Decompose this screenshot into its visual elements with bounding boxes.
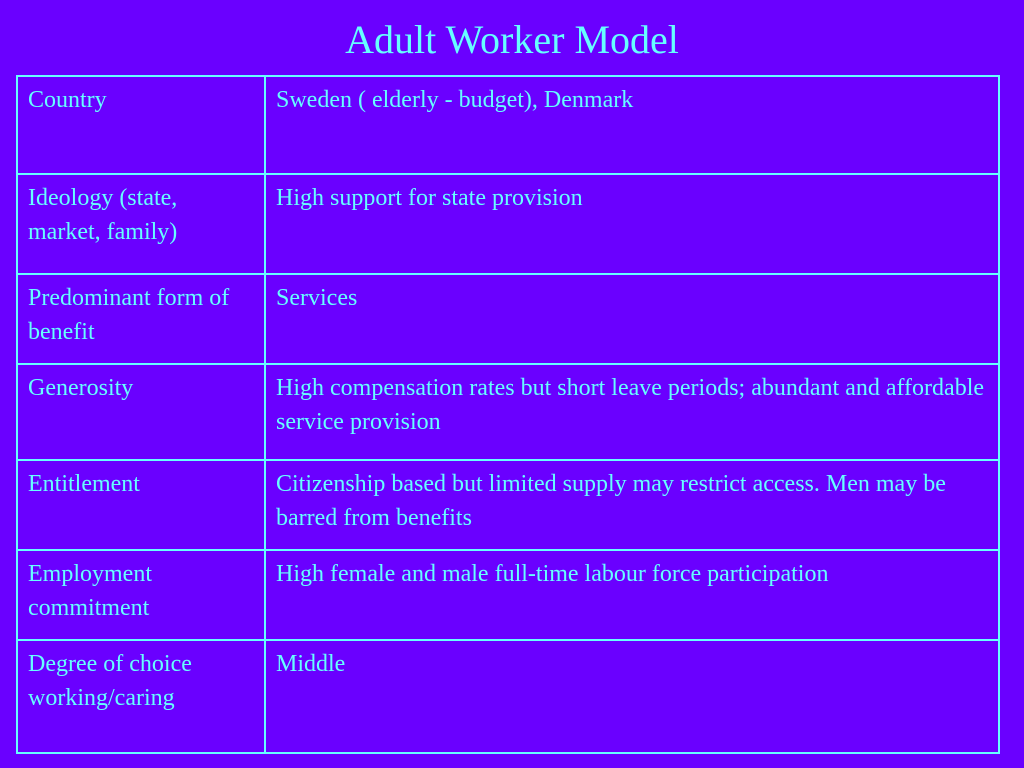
model-table-container	[16, 75, 1000, 752]
row-label-country: Country	[17, 76, 265, 174]
row-label-choice: Degree of choice working/caring	[17, 640, 265, 753]
row-value-entitlement: Citizenship based but limited supply may restrict access. Men may be barred from benefits	[265, 460, 999, 550]
row-value-ideology: High support for state provision	[265, 174, 999, 274]
row-value-benefit-form: Services	[265, 274, 999, 364]
table-row	[17, 364, 999, 460]
row-value-employment: High female and male full-time labour force participation	[265, 550, 999, 640]
table-row	[17, 640, 999, 753]
table-row	[17, 550, 999, 640]
row-label-benefit-form: Predominant form of benefit	[17, 274, 265, 364]
row-label-entitlement: Entitlement	[17, 460, 265, 550]
table-row	[17, 460, 999, 550]
row-value-generosity: High compensation rates but short leave periods; abundant and affordable service provision	[265, 364, 999, 460]
table-row	[17, 174, 999, 274]
row-label-generosity: Generosity	[17, 364, 265, 460]
table-row	[17, 274, 999, 364]
row-value-country: Sweden ( elderly - budget), Denmark	[265, 76, 999, 174]
model-table	[16, 75, 1000, 754]
row-value-choice: Middle	[265, 640, 999, 753]
slide-title: Adult Worker Model	[345, 17, 679, 62]
row-label-ideology: Ideology (state, market, family)	[17, 174, 265, 274]
table-row	[17, 76, 999, 174]
row-label-employment: Employment commitment	[17, 550, 265, 640]
